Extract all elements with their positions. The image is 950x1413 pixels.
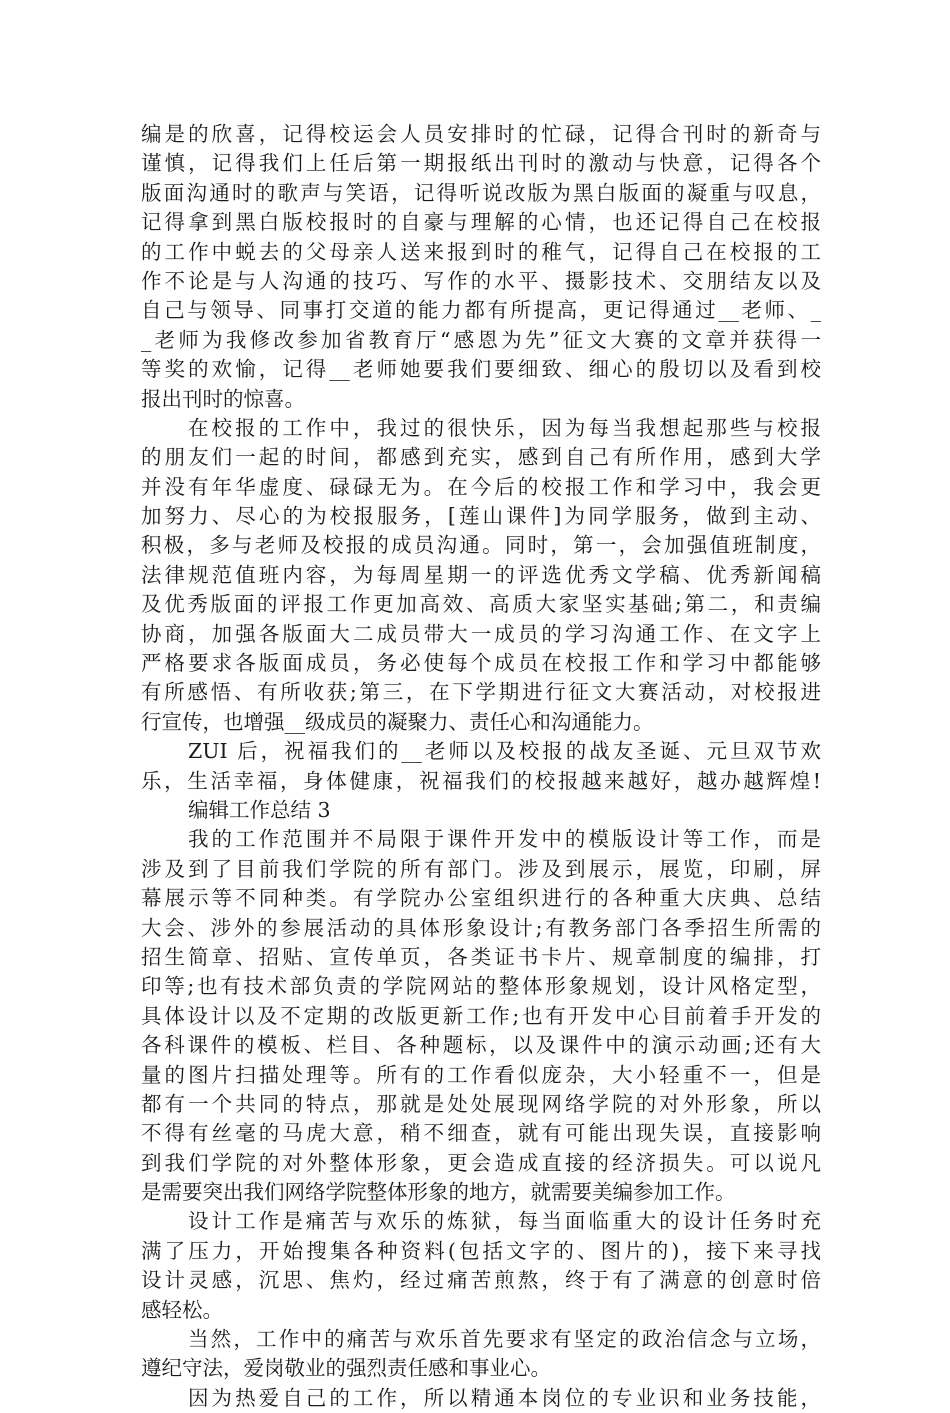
- text-line: 的朋友们一起的时间，都感到充实，感到自己有所作用，感到大学: [141, 445, 821, 470]
- text-line: 版面沟通时的歌声与笑语，记得听说改版为黑白版面的凝重与叹息，: [141, 180, 821, 205]
- text-line: ZUI 后，祝福我们的__老师以及校报的战友圣诞、元旦双节欢: [188, 739, 821, 764]
- text-line: 因为热爱自己的工作，所以精通本岗位的专业识和业务技能，: [188, 1385, 821, 1410]
- text-line: 记得拿到黑白版校报时的自豪与理解的心情，也还记得自己在校报: [141, 210, 821, 235]
- text-line: 都有一个共同的特点，那就是处处展现网络学院的对外形象，所以: [141, 1091, 821, 1116]
- text-line: 自己与领导、同事打交道的能力都有所提高，更记得通过__老师、_: [141, 298, 821, 323]
- text-line: 量的图片扫描处理等。所有的工作看似庞杂，大小轻重不一，但是: [141, 1062, 821, 1087]
- text-line: 当然，工作中的痛苦与欢乐首先要求有坚定的政治信念与立场，: [188, 1327, 821, 1352]
- text-line: 幕展示等不同种类。有学院办公室组织进行的各种重大庆典、总结: [141, 886, 821, 911]
- text-line: 在校报的工作中，我过的很快乐，因为每当我想起那些与校报: [188, 415, 821, 440]
- document-body: [141, 120, 821, 1413]
- text-line: 涉及到了目前我们学院的所有部门。涉及到展示，展览，印刷，屏: [141, 856, 821, 881]
- text-line: 遵纪守法，爱岗敬业的强烈责任感和事业心。: [141, 1356, 551, 1381]
- text-line: 设计工作是痛苦与欢乐的炼狱，每当面临重大的设计任务时充: [188, 1209, 821, 1234]
- text-line: 各科课件的模板、栏目、各种题标，以及课件中的演示动画;还有大: [141, 1033, 821, 1058]
- text-line: 感轻松。: [141, 1297, 223, 1322]
- text-line: 严格要求各版面成员，务必使每个成员在校报工作和学习中都能够: [141, 651, 821, 676]
- text-line: 是需要突出我们网络学院整体形象的地方，就需要美编参加工作。: [141, 1180, 736, 1205]
- text-line: 积极，多与老师及校报的成员沟通。同时，第一，会加强值班制度，: [141, 533, 821, 558]
- text-line: 作不论是与人沟通的技巧、写作的水平、摄影技术、交朋结友以及: [141, 268, 821, 293]
- text-line: 有所感悟、有所收获;第三，在下学期进行征文大赛活动，对校报进: [141, 680, 821, 705]
- text-line: 谨慎，记得我们上任后第一期报纸出刊时的激动与快意，记得各个: [141, 151, 821, 176]
- text-line: 招生简章、招贴、宣传单页，各类证书卡片、规章制度的编排，打: [141, 944, 821, 969]
- text-line: 到我们学院的对外整体形象，更会造成直接的经济损失。可以说凡: [141, 1150, 821, 1175]
- text-line: 报出刊时的惊喜。: [141, 386, 305, 411]
- text-line: _老师为我修改参加省教育厅“感恩为先”征文大赛的文章并获得一: [141, 327, 821, 352]
- text-line: 乐，生活幸福，身体健康，祝福我们的校报越来越好，越办越辉煌!: [141, 768, 821, 793]
- text-line: 印等;也有技术部负责的学院网站的整体形象规划，设计风格定型，: [141, 974, 821, 999]
- text-line: 满了压力，开始搜集各种资料(包括文字的、图片的)，接下来寻找: [141, 1238, 821, 1263]
- text-line: 协商，加强各版面大二成员带大一成员的学习沟通工作、在文字上: [141, 621, 821, 646]
- text-line: 设计灵感，沉思、焦灼，经过痛苦煎熬，终于有了满意的创意时倍: [141, 1268, 821, 1293]
- text-line: 我的工作范围并不局限于课件开发中的模版设计等工作，而是: [188, 827, 821, 852]
- text-line: 法律规范值班内容，为每周星期一的评选优秀文学稿、优秀新闻稿: [141, 562, 821, 587]
- text-line: 大会、涉外的参展活动的具体形象设计;有教务部门各季招生所需的: [141, 915, 821, 940]
- text-line: 的工作中蜕去的父母亲人送来报到时的稚气，记得自己在校报的工: [141, 239, 821, 264]
- text-line: 及优秀版面的评报工作更加高效、高质大家坚实基础;第二，和责编: [141, 592, 821, 617]
- text-line: 具体设计以及不定期的改版更新工作;也有开发中心目前着手开发的: [141, 1003, 821, 1028]
- text-line: 编辑工作总结 3: [188, 797, 331, 822]
- text-line: 并没有年华虚度、碌碌无为。在今后的校报工作和学习中，我会更: [141, 474, 821, 499]
- text-line: 不得有丝毫的马虎大意，稍不细查，就有可能出现失误，直接影响: [141, 1121, 821, 1146]
- text-line: 加努力、尽心的为校报服务，[莲山课件]为同学服务，做到主动、: [141, 504, 821, 529]
- text-line: 行宣传，也增强__级成员的凝聚力、责任心和沟通能力。: [141, 709, 654, 734]
- text-line: 编是的欣喜，记得校运会人员安排时的忙碌，记得合刊时的新奇与: [141, 122, 821, 146]
- text-line: 等奖的欢愉，记得__老师她要我们要细致、细心的殷切以及看到校: [141, 357, 821, 382]
